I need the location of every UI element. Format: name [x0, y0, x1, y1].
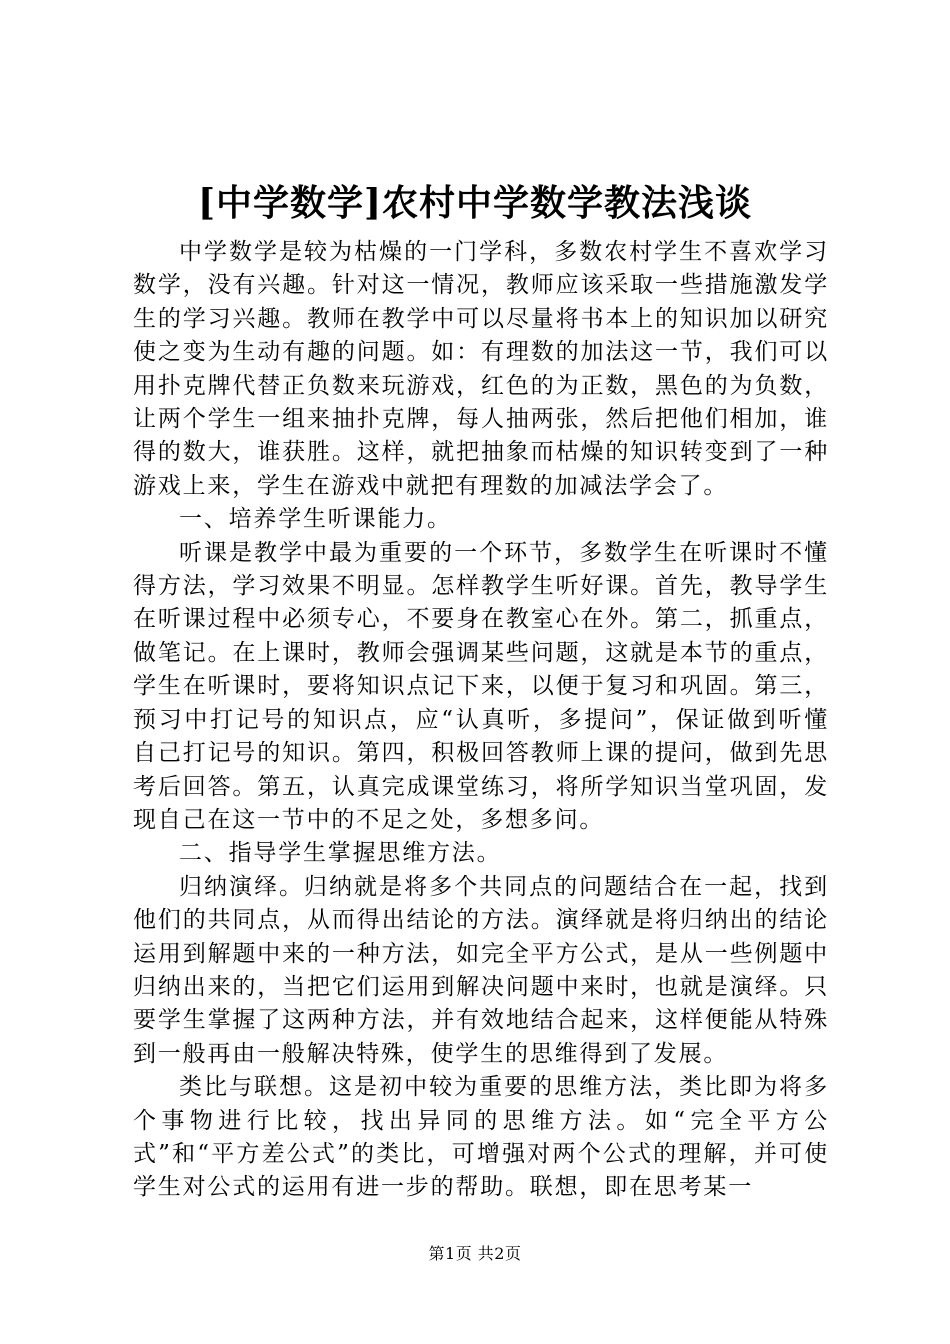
paragraph-listening: 听课是教学中最为重要的一个环节，多数学生在听课时不懂得方法，学习效果不明显。怎样教学生听好课。首先，教导学生在听课过程中必须专心，不要身在教室心在外。第二，抓重点，做笔记。在上课时，教师会强调某些问题，这就是本节的重点，学生在听课时，要将知识点记下来，以便于复习和巩固。第三，预习中打记号的知识点，应“认真听，多提问”，保证做到听懂自己打记号的知识。第四，积极回答教师上课的提问，做到先思考后回答。第五，认真完成课堂练习，将所学知识当堂巩固，发现自己在这一节中的不足之处，多想多问。 — [133, 539, 829, 833]
paragraph-induction-deduction: 归纳演绎。归纳就是将多个共同点的问题结合在一起，找到他们的共同点，从而得出结论的方法。演绎就是将归纳出的结论运用到解题中来的一种方法，如完全平方公式，是从一些例题中归纳出来的，当把它们运用到解决问题中来时，也就是演绎。只要学生掌握了这两种方法，并有效地结合起来，这样便能从特殊到一般再由一般解决特殊，使学生的思维得到了发展。 — [133, 873, 829, 1067]
paragraph-intro: 中学数学是较为枯燥的一门学科，多数农村学生不喜欢学习数学，没有兴趣。针对这一情况，教师应该采取一些措施激发学生的学习兴趣。教师在教学中可以尽量将书本上的知识加以研究使之变为生动有趣的问题。如：有理数的加法这一节，我们可以用扑克牌代替正负数来玩游戏，红色的为正数，黑色的为负数，让两个学生一组来抽扑克牌，每人抽两张，然后把他们相加，谁得的数大，谁获胜。这样，就把抽象而枯燥的知识转变到了一种游戏上来，学生在游戏中就把有理数的加减法学会了。 — [133, 239, 829, 499]
section-heading-thinking: 二、指导学生掌握思维方法。 — [179, 840, 502, 867]
document-title: [中学数学]农村中学数学教法浅谈 — [197, 182, 753, 224]
page-number-footer: 第1页 共2页 — [428, 1244, 522, 1263]
document-body — [133, 236, 829, 1205]
section-heading-listening: 一、培养学生听课能力。 — [179, 506, 452, 533]
paragraph-analogy-association: 类比与联想。这是初中较为重要的思维方法，类比即为将多个事物进行比较，找出异同的思维方法。如“完全平方公式”和“平方差公式”的类比，可增强对两个公式的理解，并可使学生对公式的运用有进一步的帮助。联想，即在思考某一 — [133, 1074, 829, 1201]
